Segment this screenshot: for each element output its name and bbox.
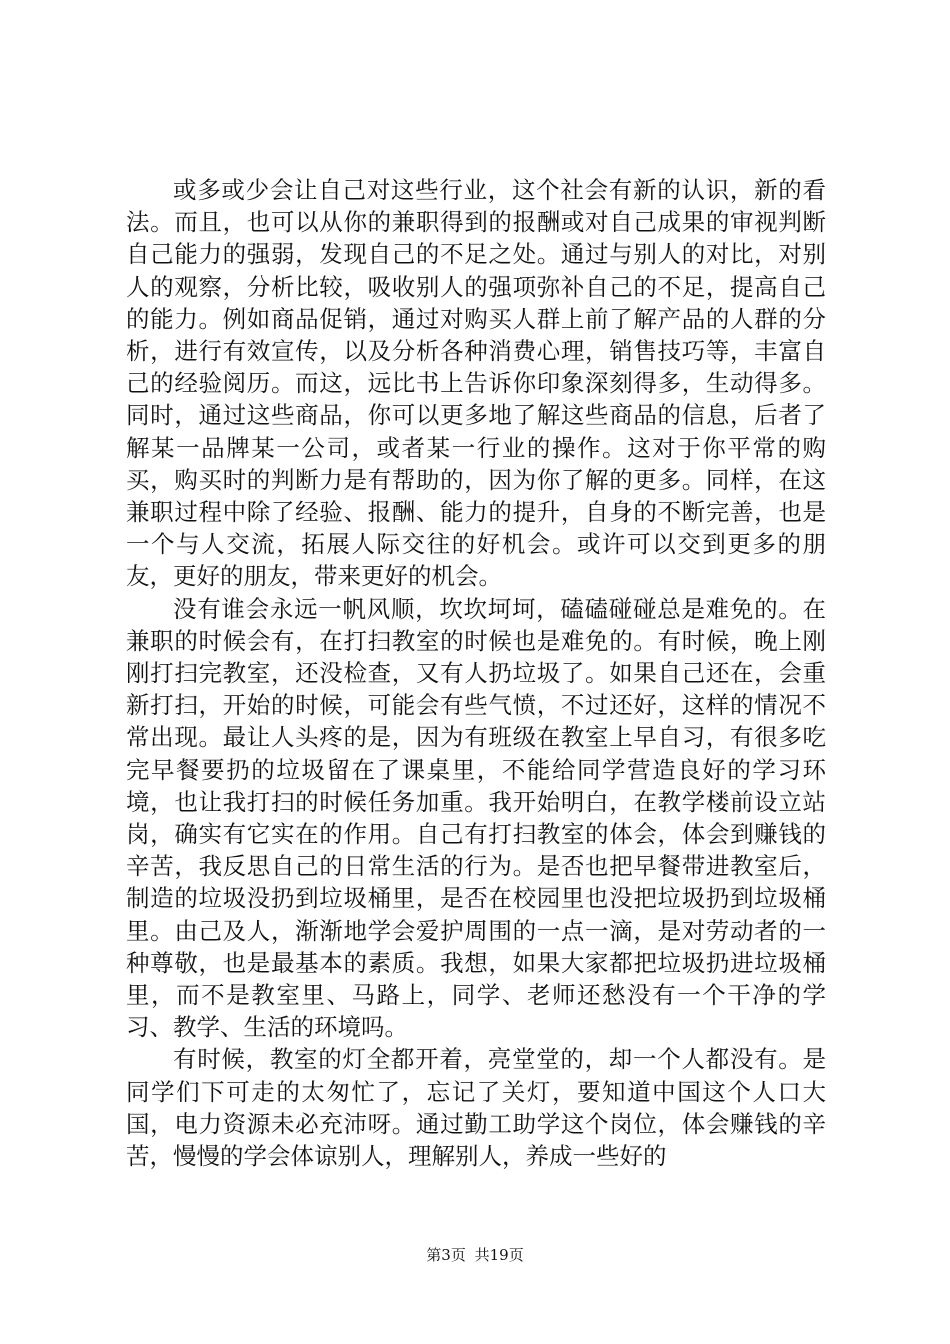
page-footer <box>0 1244 950 1265</box>
paragraph-1: 或多或少会让自己对这些行业，这个社会有新的认识，新的看法。而且，也可以从你的兼职得到的报酬或对自己成果的审视判断自己能力的强弱，发现自己的不足之处。通过与别人的对比，对别人的观察，分析比较，吸收别人的强项弥补自己的不足，提高自己的能力。例如商品促销，通过对购买人群上前了解产品的人群的分析，进行有效宣传，以及分析各种消费心理，销售技巧等，丰富自己的经验阅历。而这，远比书上告诉你印象深刻得多，生动得多。同时，通过这些商品，你可以更多地了解这些商品的信息，后者了解某一品牌某一公司，或者某一行业的操作。这对于你平常的购买，购买时的判断力是有帮助的，因为你了解的更多。同样，在这兼职过程中除了经验、报酬、能力的提升，自身的不断完善，也是一个与人交流，拓展人际交往的好机会。或许可以交到更多的朋友，更好的朋友，带来更好的机会。 <box>126 176 826 591</box>
paragraph-3: 有时候，教室的灯全都开着，亮堂堂的，却一个人都没有。是同学们下可走的太匆忙了，忘记了关灯，要知道中国这个人口大国，电力资源未必充沛呀。通过勤工助学这个岗位，体会赚钱的辛苦，慢慢的学会体谅别人，理解别人，养成一些好的 <box>126 1045 826 1171</box>
body-text <box>126 174 826 1172</box>
page-total: 共19页 <box>474 1246 524 1264</box>
paragraph-2: 没有谁会永远一帆风顺，坎坎坷坷，磕磕碰碰总是难免的。在兼职的时候会有，在打扫教室的时候也是难免的。有时候，晚上刚刚打扫完教室，还没检查，又有人扔垃圾了。如果自己还在，会重新打扫，开始的时候，可能会有些气愤，不过还好，这样的情况不常出现。最让人头疼的是，因为有班级在教室上早自习，有很多吃完早餐要扔的垃圾留在了课桌里，不能给同学营造良好的学习环境，也让我打扫的时候任务加重。我开始明白，在教学楼前设立站岗，确实有它实在的作用。自己有打扫教室的体会，体会到赚钱的辛苦，我反思自己的日常生活的行为。是否也把早餐带进教室后，制造的垃圾没扔到垃圾桶里，是否在校园里也没把垃圾扔到垃圾桶里。由己及人，渐渐地学会爱护周围的一点一滴，是对劳动者的一种尊敬，也是最基本的素质。我想，如果大家都把垃圾扔进垃圾桶里，而不是教室里、马路上，同学、老师还愁没有一个干净的学习、教学、生活的环境吗。 <box>126 594 826 1042</box>
page-number: 第3页 <box>426 1246 466 1264</box>
